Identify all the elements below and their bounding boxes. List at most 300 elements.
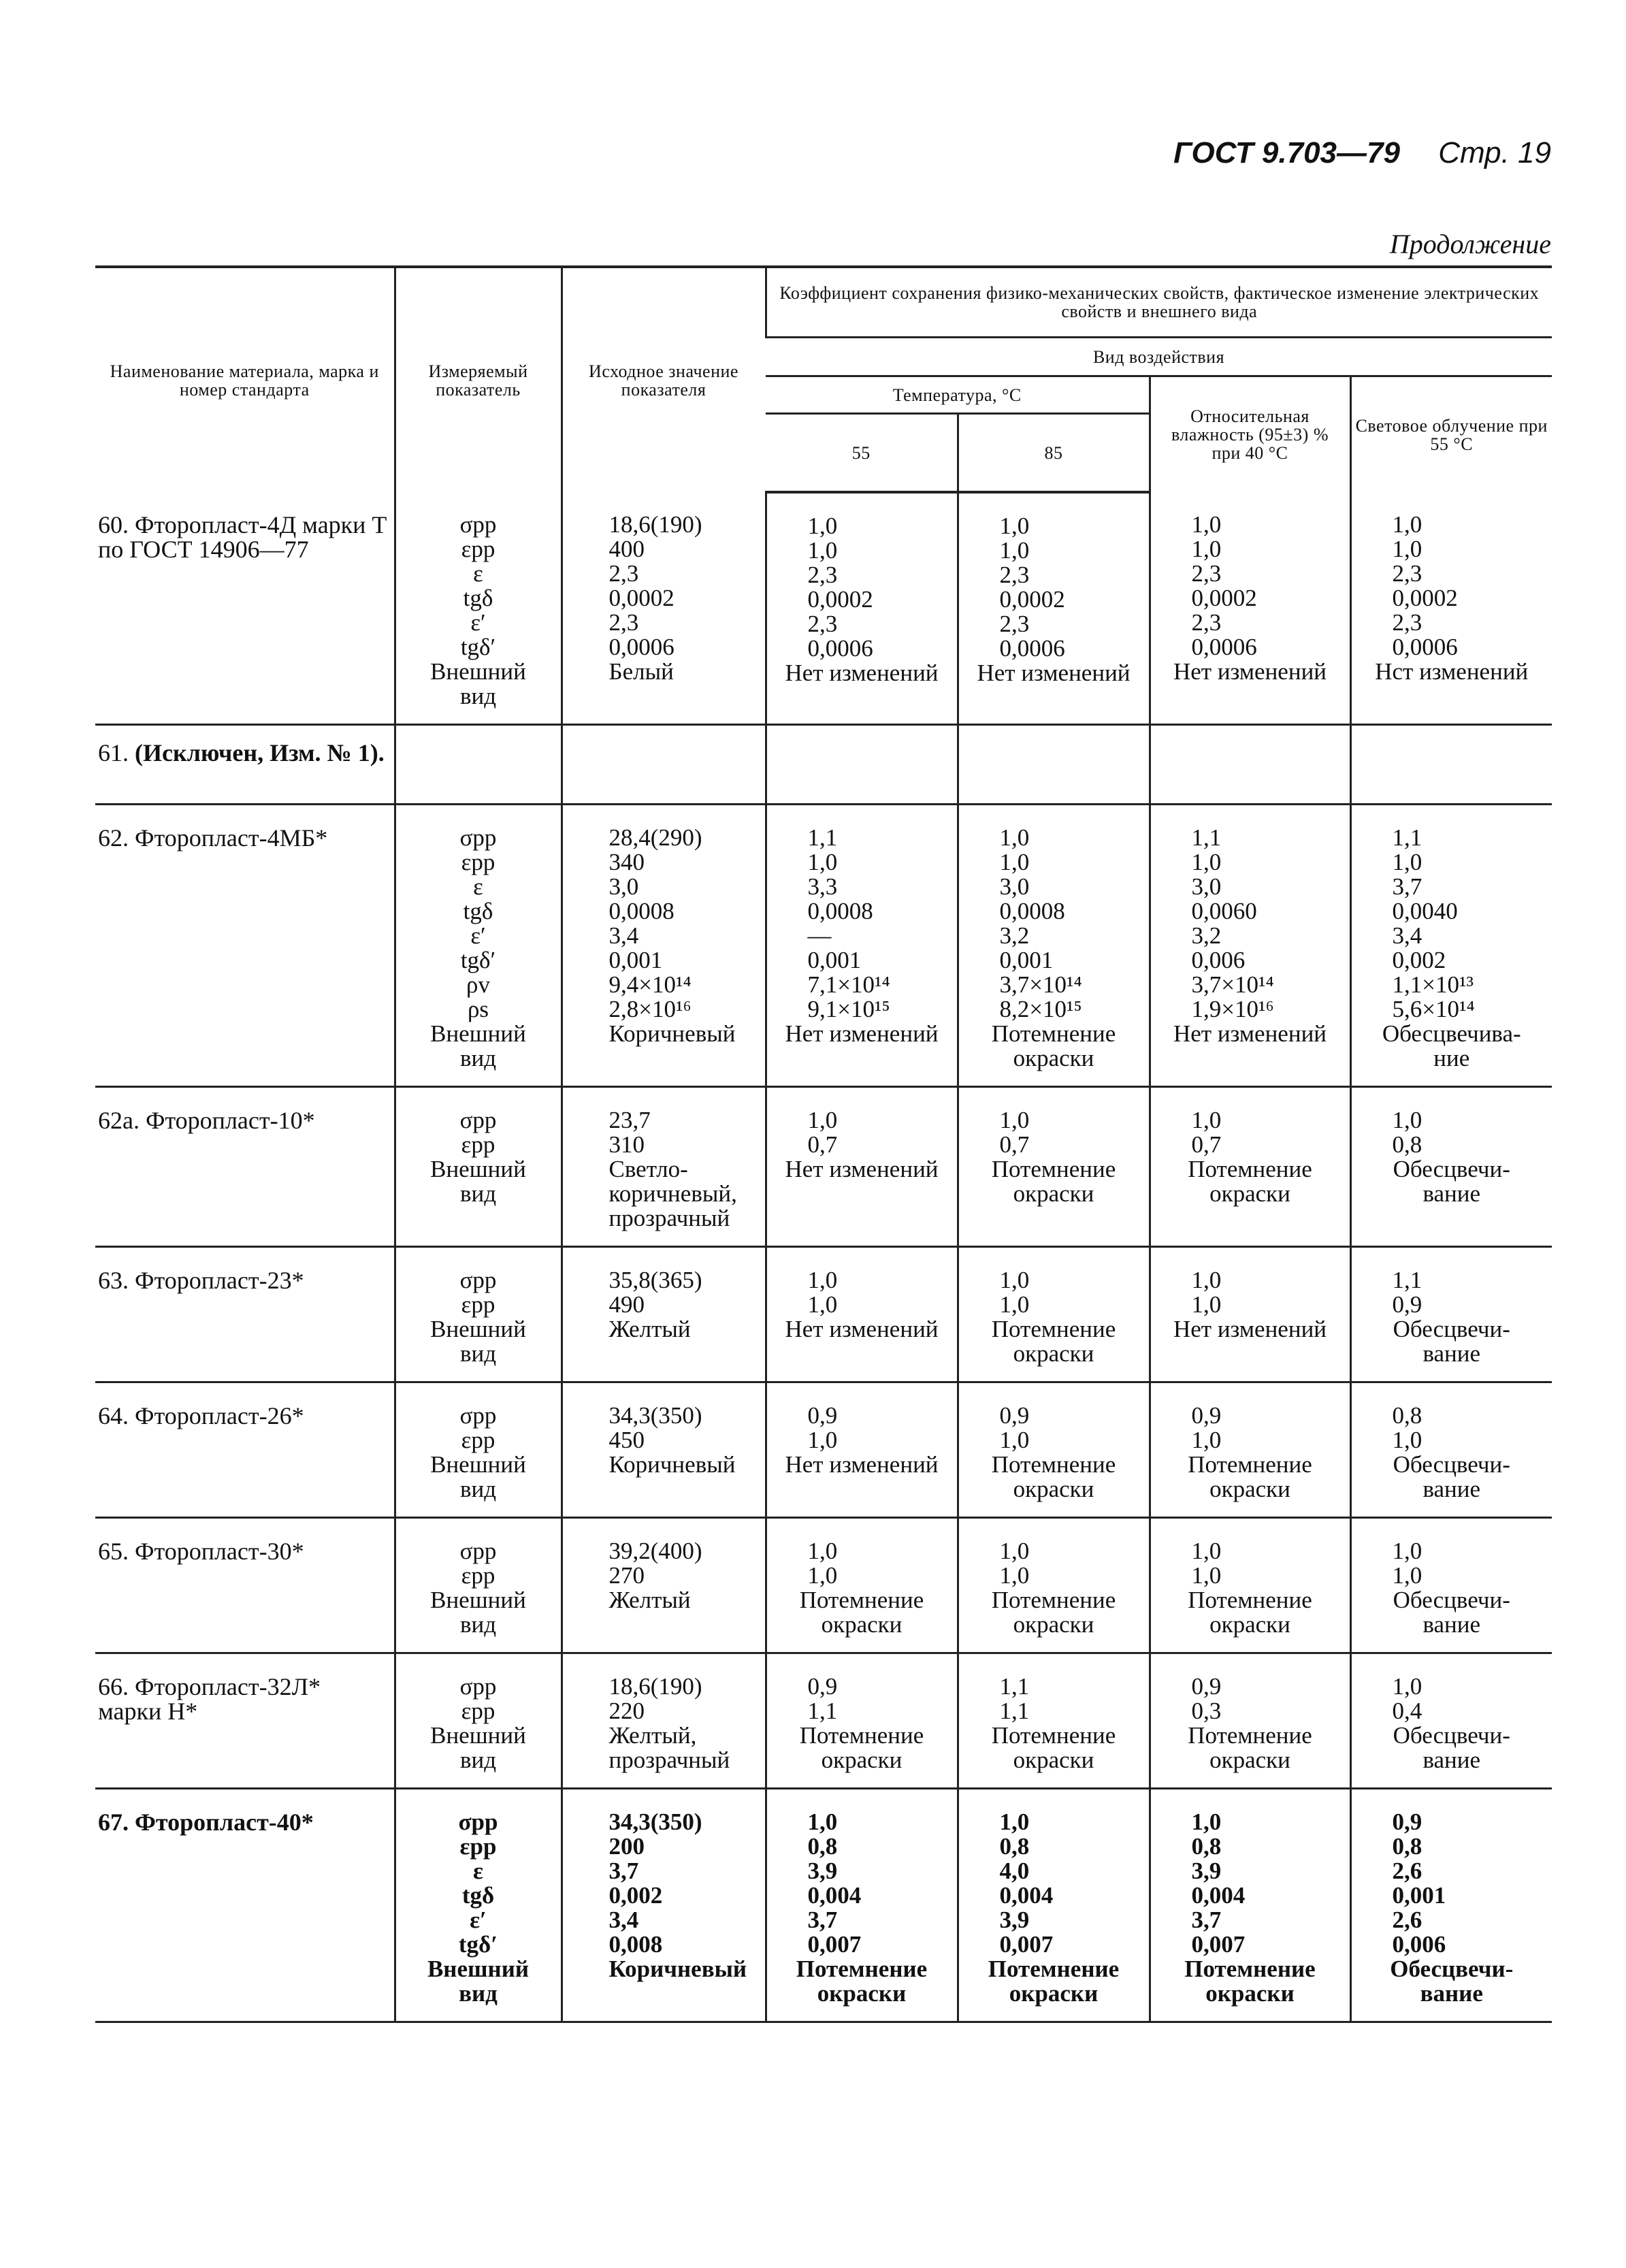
t55-cell (766, 1518, 958, 1653)
initial-value-cell (562, 1518, 766, 1653)
t85-cell (958, 1247, 1150, 1382)
t85-cell (958, 492, 1150, 725)
cell-line: 2,6 (1392, 1907, 1422, 1933)
cell-line: Потемнение (991, 1316, 1116, 1342)
material-name-cell (95, 725, 395, 805)
cell-line: окраски (1013, 1747, 1094, 1773)
cell-line: ε′ (470, 922, 486, 949)
cell-line: 2,3 (999, 562, 1030, 588)
cell-line: вание (1422, 1747, 1481, 1773)
cell-line: 0,004 (1191, 1882, 1246, 1909)
cell-line: вид (459, 1980, 498, 2007)
cell-line: 1,0 (1191, 1107, 1222, 1133)
cell-line: Потемнение (988, 1956, 1120, 1982)
humidity-cell (1150, 1382, 1350, 1518)
cell-line: εрр (461, 1291, 495, 1318)
cell-line: — (807, 922, 832, 949)
cell-line: σрр (459, 1402, 497, 1429)
cell-line: tgδ (463, 898, 493, 924)
t55-cell (766, 1653, 958, 1789)
cell-line: 1,0 (999, 1562, 1030, 1589)
cell-line: 0,9 (1191, 1402, 1222, 1429)
cell-line: 0,7 (999, 1131, 1030, 1158)
cell-line: 0,006 (1392, 1931, 1446, 1958)
cell-line: 1,0 (807, 1562, 838, 1589)
initial-value-cell (562, 1382, 766, 1518)
cell-line: 1,0 (807, 849, 838, 875)
light-cell (1350, 1247, 1552, 1382)
properties-table (95, 265, 1552, 2023)
cell-line: σрр (459, 1673, 497, 1700)
cell-line: Нет изменений (785, 1451, 939, 1478)
table-row (95, 1087, 1552, 1247)
cell-line: ε (473, 560, 483, 587)
t55-cell (766, 805, 958, 1087)
cell-line: 23,7 (608, 1107, 651, 1133)
cell-line: 0,002 (1392, 947, 1446, 973)
indicator-cell (395, 1518, 562, 1653)
excluded-note: (Исключен, Изм. № 1). (135, 739, 385, 766)
t85-cell (958, 1382, 1150, 1518)
cell-line: окраски (1013, 1180, 1094, 1207)
cell-line: 2,3 (608, 609, 639, 636)
cell-line: Потемнение (799, 1722, 924, 1749)
t55-cell (766, 1087, 958, 1247)
cell-line: 1,0 (999, 1267, 1030, 1293)
t85-cell (958, 1653, 1150, 1789)
cell-line: окраски (1209, 1611, 1290, 1638)
cell-line: 3,2 (999, 922, 1030, 949)
material-name-cell: 65. Фторопласт-30* (98, 1538, 304, 1565)
cell-line: 0,9 (1191, 1673, 1222, 1700)
cell-line: σрр (459, 511, 497, 538)
cell-line: 35,8(365) (608, 1267, 702, 1293)
light-cell (1350, 492, 1552, 725)
cell-line: Внешний (430, 1451, 526, 1478)
cell-line: 1,1 (1392, 824, 1422, 851)
cell-line: 8,2×10¹⁵ (999, 996, 1082, 1022)
cell-line: 1,0 (999, 513, 1030, 539)
cell-line: 2,3 (1392, 609, 1422, 636)
cell-line: 1,0 (807, 1427, 838, 1453)
cell-line: Светло- (608, 1156, 688, 1182)
t85-cell (958, 1087, 1150, 1247)
cell-line: 1,0 (999, 849, 1030, 875)
cell-line: εрр (461, 1562, 495, 1589)
cell-line: 0,4 (1392, 1698, 1422, 1724)
cell-line: 1,0 (999, 1809, 1030, 1835)
cell-line: Нет изменений (785, 1156, 939, 1182)
cell-line: прозрачный (608, 1205, 730, 1231)
humidity-cell (1150, 1247, 1350, 1382)
cell-line: 1,0 (1392, 511, 1422, 538)
cell-line: ε (473, 1858, 483, 1884)
cell-line: Обесцвечи- (1393, 1156, 1510, 1182)
cell-line: 3,4 (1392, 922, 1422, 949)
cell-line: Внешний (430, 1722, 526, 1749)
cell-line: Потемнение (991, 1156, 1116, 1182)
humidity-cell (1150, 492, 1350, 725)
cell-line: 3,9 (1191, 1858, 1222, 1884)
cell-line: 2,8×10¹⁶ (608, 996, 692, 1022)
cell-line: 3,2 (1191, 922, 1222, 949)
cell-line: Желтый (608, 1316, 691, 1342)
t55-cell (766, 725, 958, 805)
cell-line: 1,0 (1191, 1809, 1222, 1835)
cell-line: tgδ (461, 1882, 495, 1909)
cell-line: 3,0 (608, 873, 639, 900)
cell-line: 0,7 (1191, 1131, 1222, 1158)
t55-cell (766, 1382, 958, 1518)
cell-line: 18,6(190) (608, 1673, 702, 1700)
cell-line: 1,0 (1392, 1673, 1422, 1700)
cell-line: σрр (459, 1538, 497, 1564)
light-cell (1350, 1382, 1552, 1518)
cell-line: 2,3 (608, 560, 639, 587)
column-header-indicator: Измеряемый показатель (395, 267, 562, 492)
cell-line: 3,7 (807, 1907, 838, 1933)
indicator-cell (395, 1087, 562, 1247)
cell-line: 0,0002 (608, 585, 674, 611)
cell-line: окраски (1013, 1045, 1094, 1071)
cell-line: окраски (1209, 1476, 1290, 1502)
initial-value-cell (562, 805, 766, 1087)
cell-line: 3,7×10¹⁴ (999, 971, 1082, 998)
cell-line: 1,0 (1191, 1427, 1222, 1453)
cell-line: 1,0 (1191, 536, 1222, 562)
cell-line: 2,3 (807, 562, 838, 588)
cell-line: 0,001 (807, 947, 862, 973)
cell-line: Потемнение (991, 1722, 1116, 1749)
cell-line: εрр (461, 1131, 495, 1158)
cell-line: вание (1422, 1611, 1481, 1638)
cell-line: вид (459, 1180, 497, 1207)
cell-line: 0,0006 (999, 635, 1065, 662)
light-cell (1350, 1789, 1552, 2022)
cell-line: 1,0 (1392, 849, 1422, 875)
cell-line: 3,0 (999, 873, 1030, 900)
cell-line: Нет изменений (785, 660, 939, 686)
column-header-t55: 55 (766, 414, 958, 493)
cell-line: окраски (1209, 1180, 1290, 1207)
cell-line: 310 (608, 1131, 645, 1158)
cell-line: 1,0 (1191, 511, 1222, 538)
cell-line: 3,9 (999, 1907, 1030, 1933)
cell-line: εрр (461, 1698, 495, 1724)
cell-line: окраски (1013, 1476, 1094, 1502)
cell-line: Коричневый (608, 1020, 736, 1047)
cell-line: Нет изменений (1173, 1020, 1327, 1047)
table-body (95, 492, 1552, 2022)
cell-line: 0,3 (1191, 1698, 1222, 1724)
cell-line: прозрачный (608, 1747, 730, 1773)
cell-line: 1,0 (807, 537, 838, 564)
cell-line: окраски (1013, 1340, 1094, 1367)
cell-line: 0,0008 (608, 898, 674, 924)
table-header (95, 267, 1552, 492)
cell-line: 1,0 (1191, 1267, 1222, 1293)
t55-cell (766, 1247, 958, 1382)
indicator-cell (395, 1653, 562, 1789)
doc-number: ГОСТ 9.703—79 (1173, 136, 1400, 169)
t55-cell (766, 1789, 958, 2022)
cell-line: 3,7×10¹⁴ (1191, 971, 1274, 998)
cell-line: коричневый, (608, 1180, 737, 1207)
indicator-cell (395, 1789, 562, 2022)
cell-line: Внешний (430, 1156, 526, 1182)
cell-line: 1,0 (1191, 1291, 1222, 1318)
cell-line: 0,001 (1392, 1882, 1446, 1909)
cell-line: 1,1 (807, 1698, 838, 1724)
cell-line: 0,0002 (999, 586, 1065, 613)
cell-line: 3,7 (608, 1858, 639, 1884)
cell-line: вид (459, 1340, 497, 1367)
cell-line: ε′ (470, 1907, 487, 1933)
cell-line: 0,9 (807, 1673, 838, 1700)
cell-line: вид (459, 1045, 497, 1071)
cell-line: 490 (608, 1291, 645, 1318)
cell-line: 18,6(190) (608, 511, 702, 538)
cell-line: 2,3 (1191, 560, 1222, 587)
cell-line: 3,9 (807, 1858, 838, 1884)
t85-cell (958, 1518, 1150, 1653)
cell-line: 3,7 (1191, 1907, 1222, 1933)
cell-line: 34,3(350) (608, 1402, 702, 1429)
column-header-humidity: Относительная влажность (95±3) % при 40 °С (1150, 376, 1350, 493)
cell-line: 34,3(350) (608, 1809, 702, 1835)
initial-value-cell (562, 492, 766, 725)
cell-line: 270 (608, 1562, 645, 1589)
cell-line: Потемнение (991, 1451, 1116, 1478)
cell-line: 0,8 (1191, 1833, 1222, 1860)
cell-line: окраски (1009, 1980, 1099, 2007)
cell-line: Внешний (430, 658, 526, 685)
material-name-cell: 64. Фторопласт-26* (98, 1402, 304, 1429)
cell-line: Потемнение (1188, 1587, 1312, 1613)
material-number: 61. (98, 739, 135, 766)
cell-line: Потемнение (991, 1020, 1116, 1047)
cell-line: σрр (459, 824, 497, 851)
cell-line: 1,1 (1191, 824, 1222, 851)
t55-cell (766, 492, 958, 725)
cell-line: 39,2(400) (608, 1538, 702, 1564)
cell-line: Нет изменений (785, 1316, 939, 1342)
column-header-temperature-group: Температура, °С (766, 376, 1150, 414)
table-row (95, 1653, 1552, 1789)
cell-line: 1,0 (999, 537, 1030, 564)
cell-line: 0,0002 (1392, 585, 1458, 611)
cell-line: вание (1422, 1340, 1481, 1367)
humidity-cell (1150, 725, 1350, 805)
cell-line: 0,9 (807, 1402, 838, 1429)
cell-line: Нет изменений (1173, 658, 1327, 685)
cell-line: вание (1422, 1180, 1481, 1207)
cell-line: 0,0006 (1191, 634, 1257, 660)
cell-line: Внешний (430, 1316, 526, 1342)
cell-line: 1,9×10¹⁶ (1191, 996, 1274, 1022)
initial-value-cell (562, 1789, 766, 2022)
cell-line: 0,0008 (807, 898, 873, 924)
light-cell (1350, 725, 1552, 805)
cell-line: 1,0 (999, 1427, 1030, 1453)
cell-line: ние (1433, 1045, 1470, 1071)
cell-line: окраски (1205, 1980, 1295, 2007)
cell-line: Внешний (430, 1020, 526, 1047)
cell-line: Потемнение (991, 1587, 1116, 1613)
cell-line: 1,0 (1392, 1427, 1422, 1453)
cell-line: Потемнение (796, 1956, 928, 1982)
initial-value-cell (562, 1087, 766, 1247)
cell-line: 0,0060 (1191, 898, 1257, 924)
initial-value-cell (562, 725, 766, 805)
cell-line: 0,8 (1392, 1131, 1422, 1158)
cell-line: окраски (1209, 1747, 1290, 1773)
cell-line: 1,0 (1191, 849, 1222, 875)
cell-line: 28,4(290) (608, 824, 702, 851)
cell-line: 1,0 (1191, 1538, 1222, 1564)
material-name-cell: 63. Фторопласт-23* (98, 1267, 304, 1294)
column-header-light: Световое облучение при 55 °С (1350, 376, 1552, 493)
cell-line: 1,0 (999, 1107, 1030, 1133)
cell-line: Обесцвечи- (1393, 1587, 1510, 1613)
initial-value-cell (562, 1653, 766, 1789)
table-row (95, 1789, 1552, 2022)
cell-line: Коричневый (608, 1956, 747, 1982)
cell-line: 0,8 (1392, 1402, 1422, 1429)
cell-line: 9,1×10¹⁵ (807, 996, 890, 1022)
cell-line: σрр (459, 1107, 497, 1133)
cell-line: Обесцвечи- (1393, 1722, 1510, 1749)
cell-line: σрр (458, 1809, 498, 1835)
cell-line: 0,9 (1392, 1809, 1422, 1835)
cell-line: 1,0 (999, 1291, 1030, 1318)
t85-cell (958, 725, 1150, 805)
cell-line: окраски (817, 1980, 907, 2007)
cell-line: 0,0006 (1392, 634, 1458, 660)
indicator-cell (395, 725, 562, 805)
table-row (95, 1382, 1552, 1518)
cell-line: 0,007 (807, 1931, 862, 1958)
cell-line: 1,0 (999, 824, 1030, 851)
cell-line: 0,7 (807, 1131, 838, 1158)
cell-line: 2,6 (1392, 1858, 1422, 1884)
cell-line: вание (1420, 1980, 1483, 2007)
column-header-initial: Исходное значение показателя (562, 267, 766, 492)
material-name-cell: 60. Фторопласт-4Д марки Т по ГОСТ 14906—77 (98, 511, 387, 563)
page-header (1173, 136, 1551, 170)
cell-line: 0,007 (1191, 1931, 1246, 1958)
cell-line: 1,1×10¹³ (1392, 971, 1474, 998)
humidity-cell (1150, 1087, 1350, 1247)
cell-line: 7,1×10¹⁴ (807, 971, 890, 998)
cell-line: вид (459, 1747, 497, 1773)
cell-line: 340 (608, 849, 645, 875)
column-header-t85: 85 (958, 414, 1150, 493)
cell-line: вид (459, 1476, 497, 1502)
cell-line: ε (473, 873, 483, 900)
cell-line: 3,3 (807, 873, 838, 900)
light-cell (1350, 1087, 1552, 1247)
cell-line: 3,4 (608, 922, 639, 949)
cell-line: 1,0 (1392, 1538, 1422, 1564)
column-header-coefficient-group: Коэффициент сохранения физико-механических свойств, фактическое изменение электрических свойств и внешнего вида (766, 267, 1552, 338)
cell-line: 0,004 (999, 1882, 1054, 1909)
cell-line: 0,8 (1392, 1833, 1422, 1860)
cell-line: Обесцвечи- (1390, 1956, 1514, 1982)
cell-line: εрр (459, 1833, 497, 1860)
indicator-cell (395, 1382, 562, 1518)
cell-line: 200 (608, 1833, 645, 1860)
cell-line: Потемнение (1188, 1451, 1312, 1478)
cell-line: 0,004 (807, 1882, 862, 1909)
cell-line: Обесцвечива- (1382, 1020, 1521, 1047)
cell-line: 0,007 (999, 1931, 1054, 1958)
cell-line: tgδ (463, 585, 493, 611)
cell-line: Нст изменений (1375, 658, 1529, 685)
cell-line: 0,0006 (608, 634, 674, 660)
cell-line: Потемнение (1188, 1722, 1312, 1749)
cell-line: 9,4×10¹⁴ (608, 971, 692, 998)
cell-line: 0,8 (807, 1833, 838, 1860)
cell-line: 3,7 (1392, 873, 1422, 900)
humidity-cell (1150, 1789, 1350, 2022)
cell-line: 1,0 (807, 1267, 838, 1293)
humidity-cell (1150, 1518, 1350, 1653)
cell-line: Внешний (427, 1956, 530, 1982)
cell-line: 0,9 (1392, 1291, 1422, 1318)
cell-line: 2,3 (807, 611, 838, 637)
cell-line: 0,0006 (807, 635, 873, 662)
cell-line: Желтый (608, 1587, 691, 1613)
humidity-cell (1150, 805, 1350, 1087)
cell-line: Обесцвечи- (1393, 1451, 1510, 1478)
cell-line: σрр (459, 1267, 497, 1293)
table-row (95, 1247, 1552, 1382)
cell-line: 0,008 (608, 1931, 663, 1958)
t85-cell (958, 1789, 1150, 2022)
cell-line: 220 (608, 1698, 645, 1724)
cell-line: 2,3 (1191, 609, 1222, 636)
cell-line: Нет изменений (1173, 1316, 1327, 1342)
cell-line: 0,0040 (1392, 898, 1458, 924)
cell-line: 0,001 (999, 947, 1054, 973)
cell-line: 3,4 (608, 1907, 639, 1933)
cell-line: 1,0 (807, 1107, 838, 1133)
cell-line: tgδ′ (458, 1931, 498, 1958)
cell-line: 0,0002 (1191, 585, 1257, 611)
cell-line: окраски (821, 1611, 903, 1638)
cell-line: 1,0 (807, 1809, 838, 1835)
cell-line: 1,0 (999, 1538, 1030, 1564)
cell-line: 1,1 (999, 1698, 1030, 1724)
cell-line: 1,0 (1392, 1562, 1422, 1589)
cell-line: Потемнение (799, 1587, 924, 1613)
cell-line: εрр (461, 536, 495, 562)
cell-line: 0,8 (999, 1833, 1030, 1860)
cell-line: Желтый, (608, 1722, 697, 1749)
continuation-label: Продолжение (1389, 229, 1551, 259)
material-name-cell: 67. Фторопласт-40* (98, 1809, 314, 1836)
cell-line: 1,1 (1392, 1267, 1422, 1293)
cell-line: 400 (608, 536, 645, 562)
cell-line: 1,1 (807, 824, 838, 851)
cell-line: εрр (461, 1427, 495, 1453)
cell-line: 450 (608, 1427, 645, 1453)
cell-line: tgδ′ (460, 947, 496, 973)
cell-line: 0,0002 (807, 586, 873, 613)
cell-line: Коричневый (608, 1451, 736, 1478)
cell-line: вид (459, 1611, 497, 1638)
